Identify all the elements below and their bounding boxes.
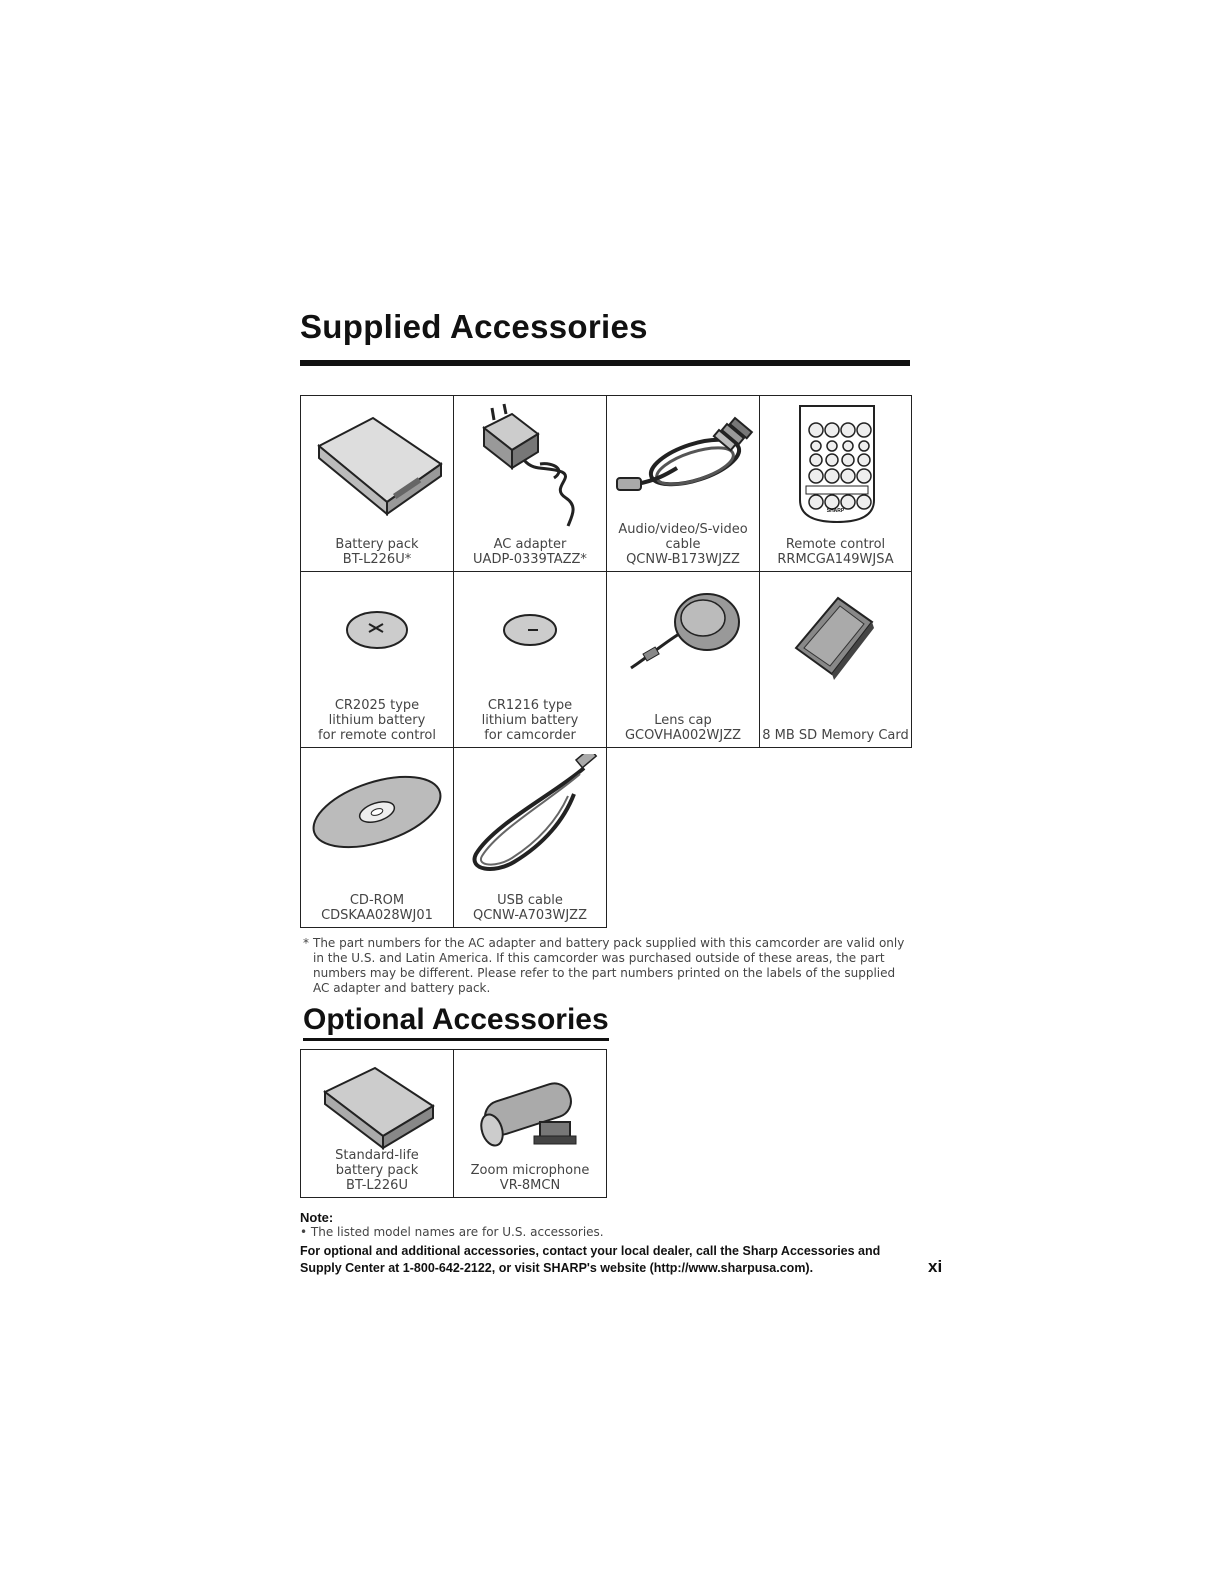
cell-lens-cap [607, 572, 760, 748]
cd-rom-icon [301, 754, 454, 874]
sd-card-icon [760, 578, 912, 688]
item-part-number: UADP-0339TAZZ* [473, 552, 587, 567]
item-purpose: for camcorder [484, 728, 576, 743]
item-name: Standard-life [335, 1148, 419, 1163]
footnote [303, 936, 913, 996]
battery-pack-icon [301, 1056, 454, 1156]
lens-cap-icon [607, 578, 760, 688]
coin-battery-icon [454, 578, 607, 668]
microphone-icon [454, 1070, 607, 1170]
cell-av-cable [607, 396, 760, 572]
item-name: AC adapter [493, 537, 567, 552]
cell-cd-rom [301, 748, 454, 928]
supplied-accessories-title: Supplied Accessories [300, 308, 648, 345]
item-name: 8 MB SD Memory Card [762, 728, 909, 743]
av-cable-icon [607, 402, 760, 512]
item-name: CR1216 type [487, 698, 573, 713]
ac-adapter-icon [454, 402, 607, 532]
battery-pack-icon [301, 402, 454, 522]
cell-battery-pack [301, 396, 454, 572]
item-detail: lithium battery [328, 713, 426, 728]
item-detail: cable [665, 537, 701, 552]
item-name: Zoom microphone [470, 1163, 590, 1178]
item-name: Lens cap [654, 713, 712, 728]
optional-accessories-title: Optional Accessories [303, 1002, 609, 1041]
footnote-text: The part numbers for the AC adapter and battery pack supplied with this camcorder are valid only in the U.S. and Latin America. If this camcorder was purchased outside of these areas, the part numbers may be different. Please refer to the part numbers printed on the labels of the supplied AC adapter and battery pack. [313, 936, 905, 995]
usb-cable-icon [454, 754, 607, 884]
title-rule [300, 360, 910, 366]
item-part-number: QCNW-A703WJZZ [473, 908, 587, 923]
item-part-number: BT-L226U [346, 1178, 408, 1193]
coin-battery-icon [301, 578, 454, 668]
item-detail: lithium battery [481, 713, 579, 728]
item-name: USB cable [497, 893, 563, 908]
item-name: Remote control [785, 537, 886, 552]
remote-brand-label: SHARP [826, 508, 845, 514]
page-number: xi [928, 1257, 943, 1276]
item-detail: battery pack [335, 1163, 419, 1178]
cell-standard-battery [301, 1050, 454, 1198]
cell-cr2025-battery [301, 572, 454, 748]
cell-ac-adapter [454, 396, 607, 572]
item-name: Battery pack [335, 537, 419, 552]
item-name: CR2025 type [334, 698, 420, 713]
supplied-accessories-table [300, 395, 912, 928]
optional-accessories-table [300, 1049, 607, 1198]
note-text: • The listed model names are for U.S. accessories. [300, 1225, 604, 1239]
cell-zoom-microphone [454, 1050, 607, 1198]
note-label: Note: [300, 1210, 334, 1225]
item-name: Audio/video/S-video [618, 522, 748, 537]
item-part-number: CDSKAA028WJ01 [321, 908, 433, 923]
cell-remote-control [760, 396, 912, 572]
item-part-number: VR-8MCN [499, 1178, 561, 1193]
cell-cr1216-battery [454, 572, 607, 748]
item-name: CD-ROM [349, 893, 405, 908]
item-part-number: QCNW-B173WJZZ [626, 552, 740, 567]
contact-info: For optional and additional accessories, contact your local dealer, call the Sharp Accessories and Supply Center at 1-800-642-2122, or visit SHARP's website (http://www.sharpusa.com). [300, 1244, 881, 1275]
item-part-number: BT-L226U* [342, 552, 412, 567]
item-purpose: for remote control [318, 728, 436, 743]
footnote-marker: * [303, 936, 309, 950]
item-part-number: GCOVHA002WJZZ [624, 728, 742, 743]
item-part-number: RRMCGA149WJSA [777, 552, 894, 567]
cell-sd-memory-card [760, 572, 912, 748]
cell-usb-cable [454, 748, 607, 928]
